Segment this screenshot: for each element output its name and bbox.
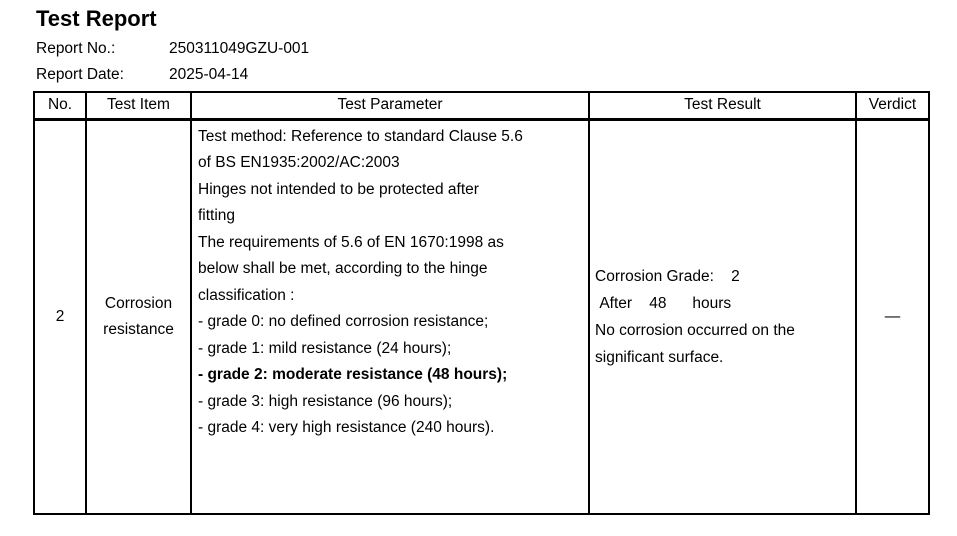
header-test-result: Test Result (589, 92, 856, 119)
report-no-label: Report No.: (36, 40, 116, 57)
result-line: significant surface. (595, 348, 724, 366)
parameter-line: - grade 1: mild resistance (24 hours); (198, 339, 452, 357)
parameter-line: The requirements of 5.6 of EN 1670:1998 as (198, 233, 504, 251)
table-header-row (34, 92, 929, 119)
parameter-line-bold: - grade 2: moderate resistance (48 hours); (198, 366, 508, 383)
parameter-line: fitting (198, 207, 236, 224)
parameter-line: - grade 0: no defined corrosion resistance; (198, 313, 489, 330)
parameter-line: below shall be met, according to the hinge (198, 260, 488, 277)
cell-test-item: Corrosion resistance (86, 119, 191, 514)
cell-no: 2 (34, 119, 86, 514)
header-verdict: Verdict (856, 92, 929, 119)
parameter-line: - grade 3: high resistance (96 hours); (198, 392, 453, 410)
cell-test-parameter (191, 119, 589, 514)
report-info-block (36, 39, 957, 85)
parameter-line: of BS EN1935:2002/AC:2003 (198, 154, 400, 171)
cell-verdict: — (856, 119, 929, 514)
report-no-value: 250311049GZU-001 (169, 40, 310, 57)
parameter-line: Hinges not intended to be protected after (198, 180, 479, 198)
parameter-line: - grade 4: very high resistance (240 hours). (198, 419, 495, 436)
table-row (34, 119, 929, 514)
parameter-line: classification : (198, 286, 295, 304)
report-date-label: Report Date: (36, 66, 124, 83)
report-date-row (36, 65, 957, 85)
report-no-row (36, 39, 957, 59)
result-line: Corrosion Grade: 2 (595, 267, 740, 285)
result-line: No corrosion occurred on the (595, 321, 795, 339)
page-title: Test Report (36, 6, 157, 31)
result-line: After 48 hours (595, 294, 732, 312)
parameter-line: Test method: Reference to standard Clause 5.6 (198, 127, 523, 145)
test-report-table (33, 91, 930, 515)
header-test-parameter: Test Parameter (191, 92, 589, 119)
report-date-value: 2025-04-14 (169, 66, 249, 83)
cell-test-result (589, 119, 856, 514)
header-no: No. (34, 92, 86, 119)
header-test-item: Test Item (86, 92, 191, 119)
